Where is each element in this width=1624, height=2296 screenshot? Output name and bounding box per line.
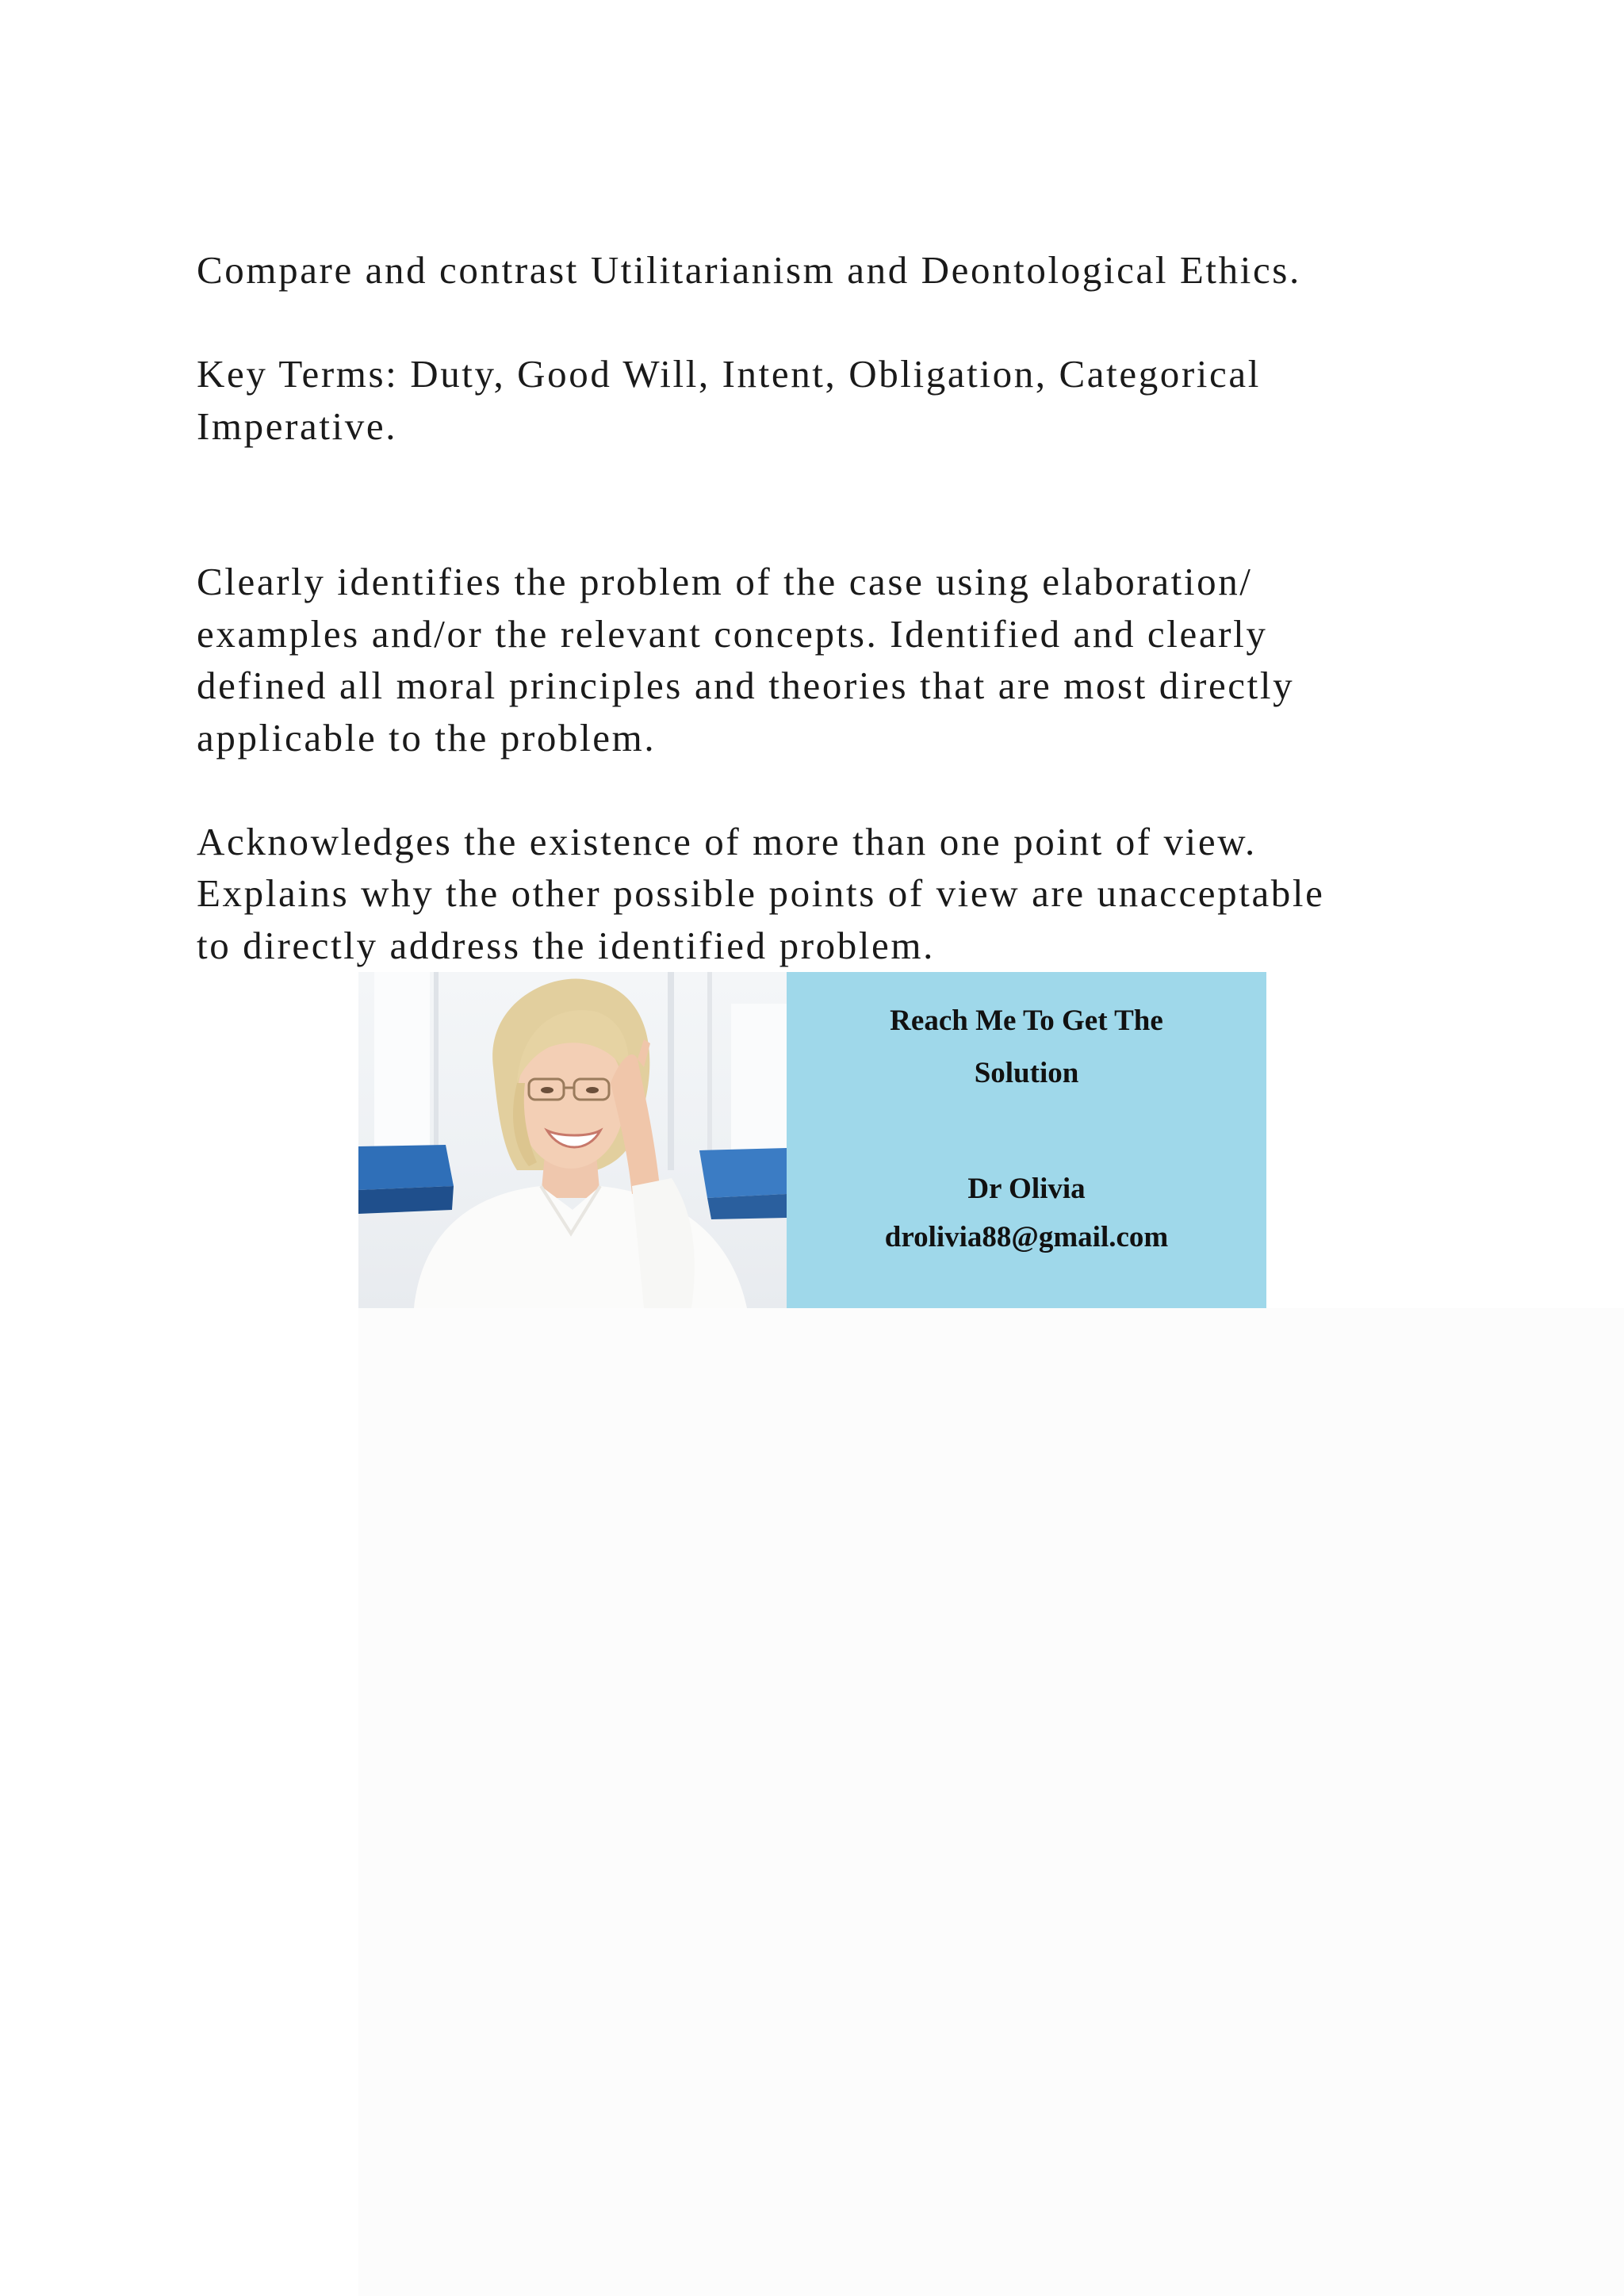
contact-email[interactable]: drolivia88@gmail.com bbox=[884, 1221, 1169, 1253]
paragraph-criteria-viewpoints: Acknowledges the existence of more than one point of view. Explains why the other possible points of view are unacceptable to directly address the identified problem. bbox=[197, 819, 1325, 967]
paragraph-title: Compare and contrast Utilitarianism and Deontological Ethics. bbox=[197, 248, 1301, 292]
contact-name: Dr Olivia bbox=[967, 1173, 1086, 1205]
contact-info-panel bbox=[787, 972, 1266, 1308]
document-body bbox=[197, 244, 1545, 971]
woman-photo bbox=[358, 972, 787, 1308]
background-panel bbox=[358, 1308, 1624, 2296]
contact-banner bbox=[358, 972, 1266, 1308]
paragraph-criteria-problem: Clearly identifies the problem of the case using elaboration/ examples and/or the relevant concepts. Identified and clearly defined all moral principles and theories that are most directly applicable to the problem. bbox=[197, 560, 1295, 760]
cta-line-2: Solution bbox=[974, 1057, 1079, 1089]
cta-line-1: Reach Me To Get The bbox=[890, 1004, 1163, 1037]
woman-photo-illustration bbox=[358, 972, 787, 1308]
paragraph-key-terms: Key Terms: Duty, Good Will, Intent, Obligation, Categorical Imperative. bbox=[197, 352, 1261, 448]
